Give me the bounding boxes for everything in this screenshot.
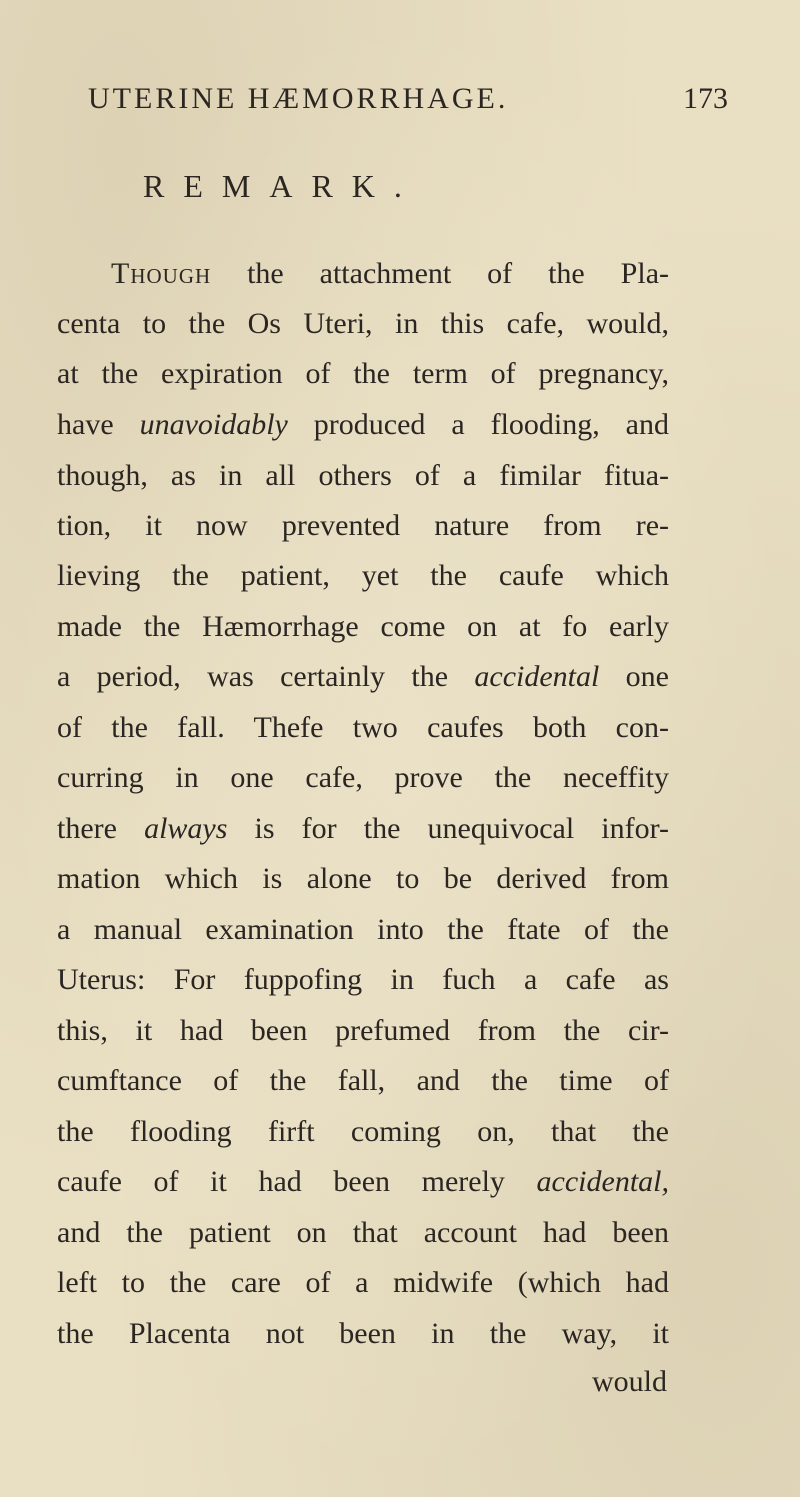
italic-word: always [144,812,228,845]
line-text: a period, was certainly the [57,660,475,693]
text-line: this, it had been prefumed from the cir- [57,1014,669,1047]
text-line: at the expiration of the term of pregnancy, [57,357,669,390]
text-line: lieving the patient, yet the caufe which [57,559,669,592]
line-text: is for the unequivocal infor- [227,812,669,845]
text-line: and the patient on that account had been [57,1216,669,1249]
catchword: would [592,1365,667,1398]
line-text: produced a flooding, and [287,408,669,441]
text-line: mation which is alone to be derived from [57,862,669,895]
line-text: caufe of it had been merely [57,1165,537,1198]
running-title: UTERINE HÆMORRHAGE. [88,82,509,115]
text-line: left to the care of a midwife (which had [57,1266,669,1299]
text-line: made the Hæmorrhage come on at fo early [57,610,669,643]
text-line: the Placenta not been in the way, it [57,1317,669,1350]
text-line: centa to the Os Uteri, in this cafe, would, [57,307,669,340]
italic-word: unavoidably [139,408,288,441]
text-line: though, as in all others of a fimilar fitua- [57,459,669,492]
line-text: one [599,660,669,693]
line-text: the attachment of the Pla- [211,257,669,290]
text-line [111,256,669,296]
section-heading: REMARK. [143,168,421,204]
text-line: tion, it now prevented nature from re- [57,509,669,542]
text-line [57,407,669,447]
page-number: 173 [683,82,728,115]
italic-word: accidental [474,660,600,693]
italic-word: accidental, [536,1165,669,1198]
text-line: curring in one cafe, prove the neceffity [57,761,669,794]
line-text: have [57,408,140,441]
text-line: of the fall. Thefe two caufes both con- [57,711,669,744]
line-text: there [57,812,145,845]
text-line: a manual examination into the ftate of the [57,913,669,946]
text-line: cumftance of the fall, and the time of [57,1064,669,1097]
text-line: Uterus: For fuppofing in fuch a cafe as [57,963,669,996]
text-line [57,811,669,851]
opening-word: Though [111,257,212,290]
text-line [57,1164,669,1204]
text-line [57,659,669,699]
text-line: the flooding firft coming on, that the [57,1115,669,1148]
